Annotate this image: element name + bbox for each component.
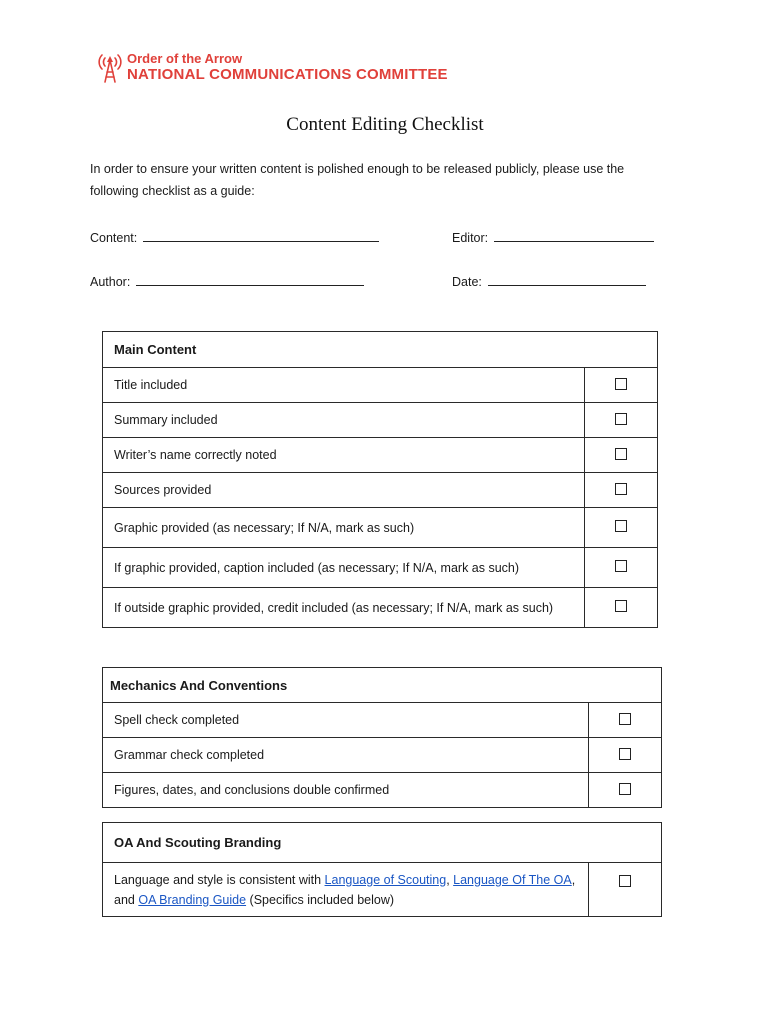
checklist-item-label: Spell check completed xyxy=(103,703,589,738)
editor-field xyxy=(452,229,654,245)
content-blank[interactable] xyxy=(143,229,379,242)
checklist-item-label: If outside graphic provided, credit included (as necessary; If N/A, mark as such) xyxy=(103,588,585,628)
language-of-scouting-link[interactable]: Language of Scouting xyxy=(324,872,447,887)
table-row xyxy=(103,368,658,403)
table-row xyxy=(103,403,658,438)
branding-text-end: (Specifics included below) xyxy=(246,892,395,907)
mechanics-table xyxy=(102,667,662,808)
radio-tower-arrow-icon xyxy=(96,52,124,84)
table-row xyxy=(103,588,658,628)
checkbox-cell xyxy=(585,508,658,548)
branding-separator: , and xyxy=(114,872,576,907)
branding-table xyxy=(102,822,662,917)
checkbox[interactable] xyxy=(615,448,627,460)
language-of-the-oa-link[interactable]: Language Of The OA xyxy=(453,872,572,887)
date-label: Date: xyxy=(452,275,482,289)
date-field xyxy=(452,273,646,289)
checklist-item-label: Figures, dates, and conclusions double confirmed xyxy=(103,773,589,808)
author-label: Author: xyxy=(90,275,131,289)
table-row xyxy=(103,738,662,773)
table-row xyxy=(103,703,662,738)
checkbox[interactable] xyxy=(615,413,627,425)
table-row xyxy=(103,863,662,917)
checkbox[interactable] xyxy=(615,520,627,532)
branding-separator: , xyxy=(446,872,454,887)
editor-blank[interactable] xyxy=(494,229,654,242)
checkbox[interactable] xyxy=(615,378,627,390)
checklist-item-label: Grammar check completed xyxy=(103,738,589,773)
content-field xyxy=(90,229,379,245)
checkbox[interactable] xyxy=(615,560,627,572)
checklist-item-label: Sources provided xyxy=(103,473,585,508)
mechanics-heading: Mechanics And Conventions xyxy=(103,668,662,703)
checklist-item-label: If graphic provided, caption included (as necessary; If N/A, mark as such) xyxy=(103,548,585,588)
table-row xyxy=(103,508,658,548)
checklist-item-label: Title included xyxy=(103,368,585,403)
intro-paragraph: In order to ensure your written content is polished enough to be released publicly, please use the following checklist as a guide: xyxy=(90,162,625,198)
logo-committee-name: NATIONAL COMMUNICATIONS COMMITTEE xyxy=(127,66,448,83)
checklist-item-label: Summary included xyxy=(103,403,585,438)
checkbox[interactable] xyxy=(615,600,627,612)
oa-branding-guide-link[interactable]: OA Branding Guide xyxy=(138,892,247,907)
author-field xyxy=(90,273,364,289)
checkbox[interactable] xyxy=(619,713,631,725)
main-content-table xyxy=(102,331,658,628)
branding-text-start: Language and style is consistent with xyxy=(114,872,325,887)
checkbox-cell xyxy=(589,703,662,738)
table-row xyxy=(103,773,662,808)
checkbox-cell xyxy=(589,773,662,808)
checkbox[interactable] xyxy=(619,783,631,795)
author-blank[interactable] xyxy=(136,273,364,286)
table-row xyxy=(103,438,658,473)
checkbox[interactable] xyxy=(615,483,627,495)
logo-org-name: Order of the Arrow xyxy=(127,51,243,66)
branding-heading: OA And Scouting Branding xyxy=(103,823,662,863)
checkbox[interactable] xyxy=(619,875,631,887)
table-row xyxy=(103,473,658,508)
checkbox-cell xyxy=(585,368,658,403)
main-content-heading: Main Content xyxy=(103,332,658,368)
checkbox-cell xyxy=(589,863,662,917)
checkbox-cell xyxy=(585,403,658,438)
date-blank[interactable] xyxy=(488,273,646,286)
editor-label: Editor: xyxy=(452,231,489,245)
checkbox-cell xyxy=(589,738,662,773)
checkbox-cell xyxy=(585,588,658,628)
checkbox-cell xyxy=(585,548,658,588)
checkbox[interactable] xyxy=(619,748,631,760)
checklist-item-label: Graphic provided (as necessary; If N/A, mark as such) xyxy=(103,508,585,548)
checklist-item-label: Writer’s name correctly noted xyxy=(103,438,585,473)
table-row xyxy=(103,548,658,588)
content-label: Content: xyxy=(90,231,138,245)
checkbox-cell xyxy=(585,438,658,473)
branding-item-label xyxy=(103,863,589,917)
checkbox-cell xyxy=(585,473,658,508)
page-title: Content Editing Checklist xyxy=(286,114,484,135)
